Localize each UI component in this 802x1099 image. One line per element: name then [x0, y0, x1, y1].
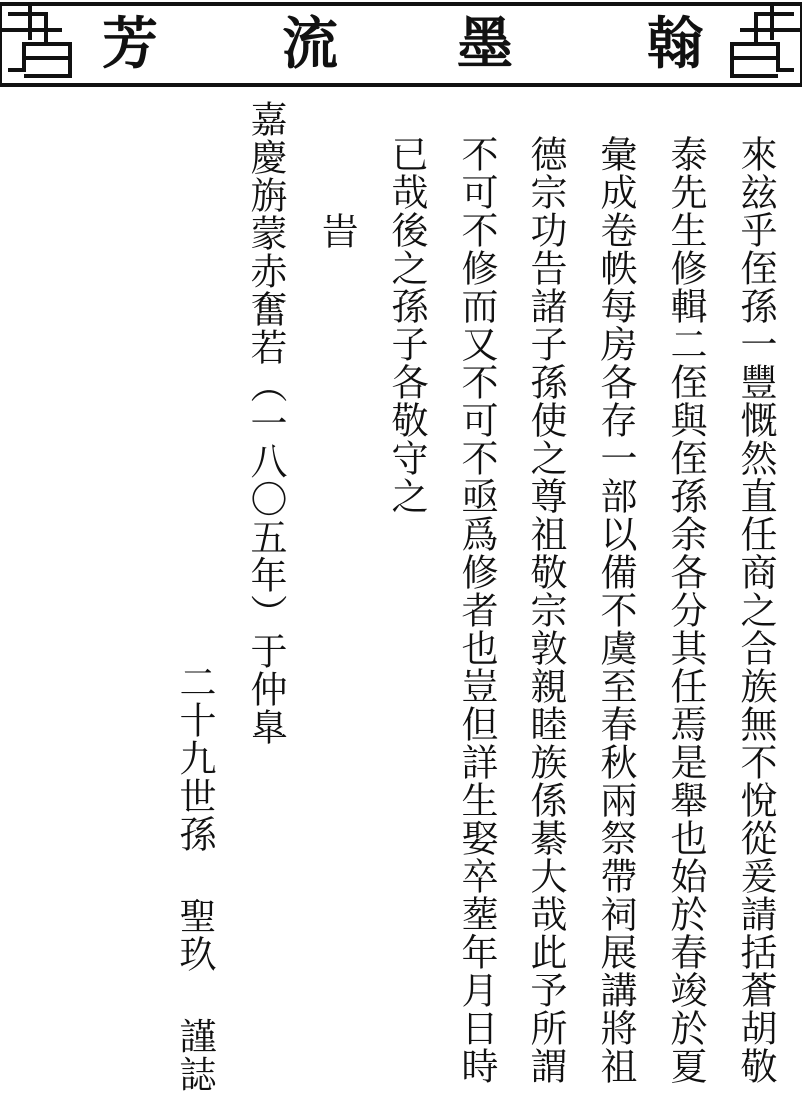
left-fret-ornament — [0, 0, 78, 88]
signature-line: 二十九世孫 聖玖 謹誌 — [173, 663, 216, 1093]
title-char-1: 芳 — [102, 11, 158, 77]
text-column-2: 泰先生修輯二侄與侄孫余各分其任焉是舉也始於春竣於夏 — [664, 135, 707, 1085]
banner-bottom-rule — [0, 83, 802, 87]
banner-top-rule — [0, 2, 802, 6]
text-column-3: 彙成卷帙每房各存一部以備不虞至春秋兩祭帶祠展講將祖 — [594, 135, 637, 1085]
title-char-4: 翰 — [647, 11, 703, 77]
text-column-4: 德宗功告諸子孫使之尊祖敬宗敦親睦族係綦大哉此予所謂 — [524, 135, 567, 1085]
text-column-5: 不可不修而又不可不亟爲修者也豈但詳生娶卒塟年月日時 — [455, 135, 498, 1085]
title-char-2: 流 — [282, 11, 338, 77]
text-column-6: 已哉後之孫子各敬守之 — [385, 135, 428, 515]
date-marker: 旹 — [315, 212, 358, 250]
right-fret-ornament — [724, 0, 802, 88]
title-char-3: 墨 — [457, 11, 513, 77]
date-line: 嘉慶旃蒙赤奮若（一八〇五年）于仲臯 — [244, 100, 287, 746]
text-column-1: 來玆乎侄孫一豐慨然直任商之合族無不悅從爰請括蒼胡敬 — [734, 135, 777, 1085]
title-banner — [0, 0, 802, 90]
